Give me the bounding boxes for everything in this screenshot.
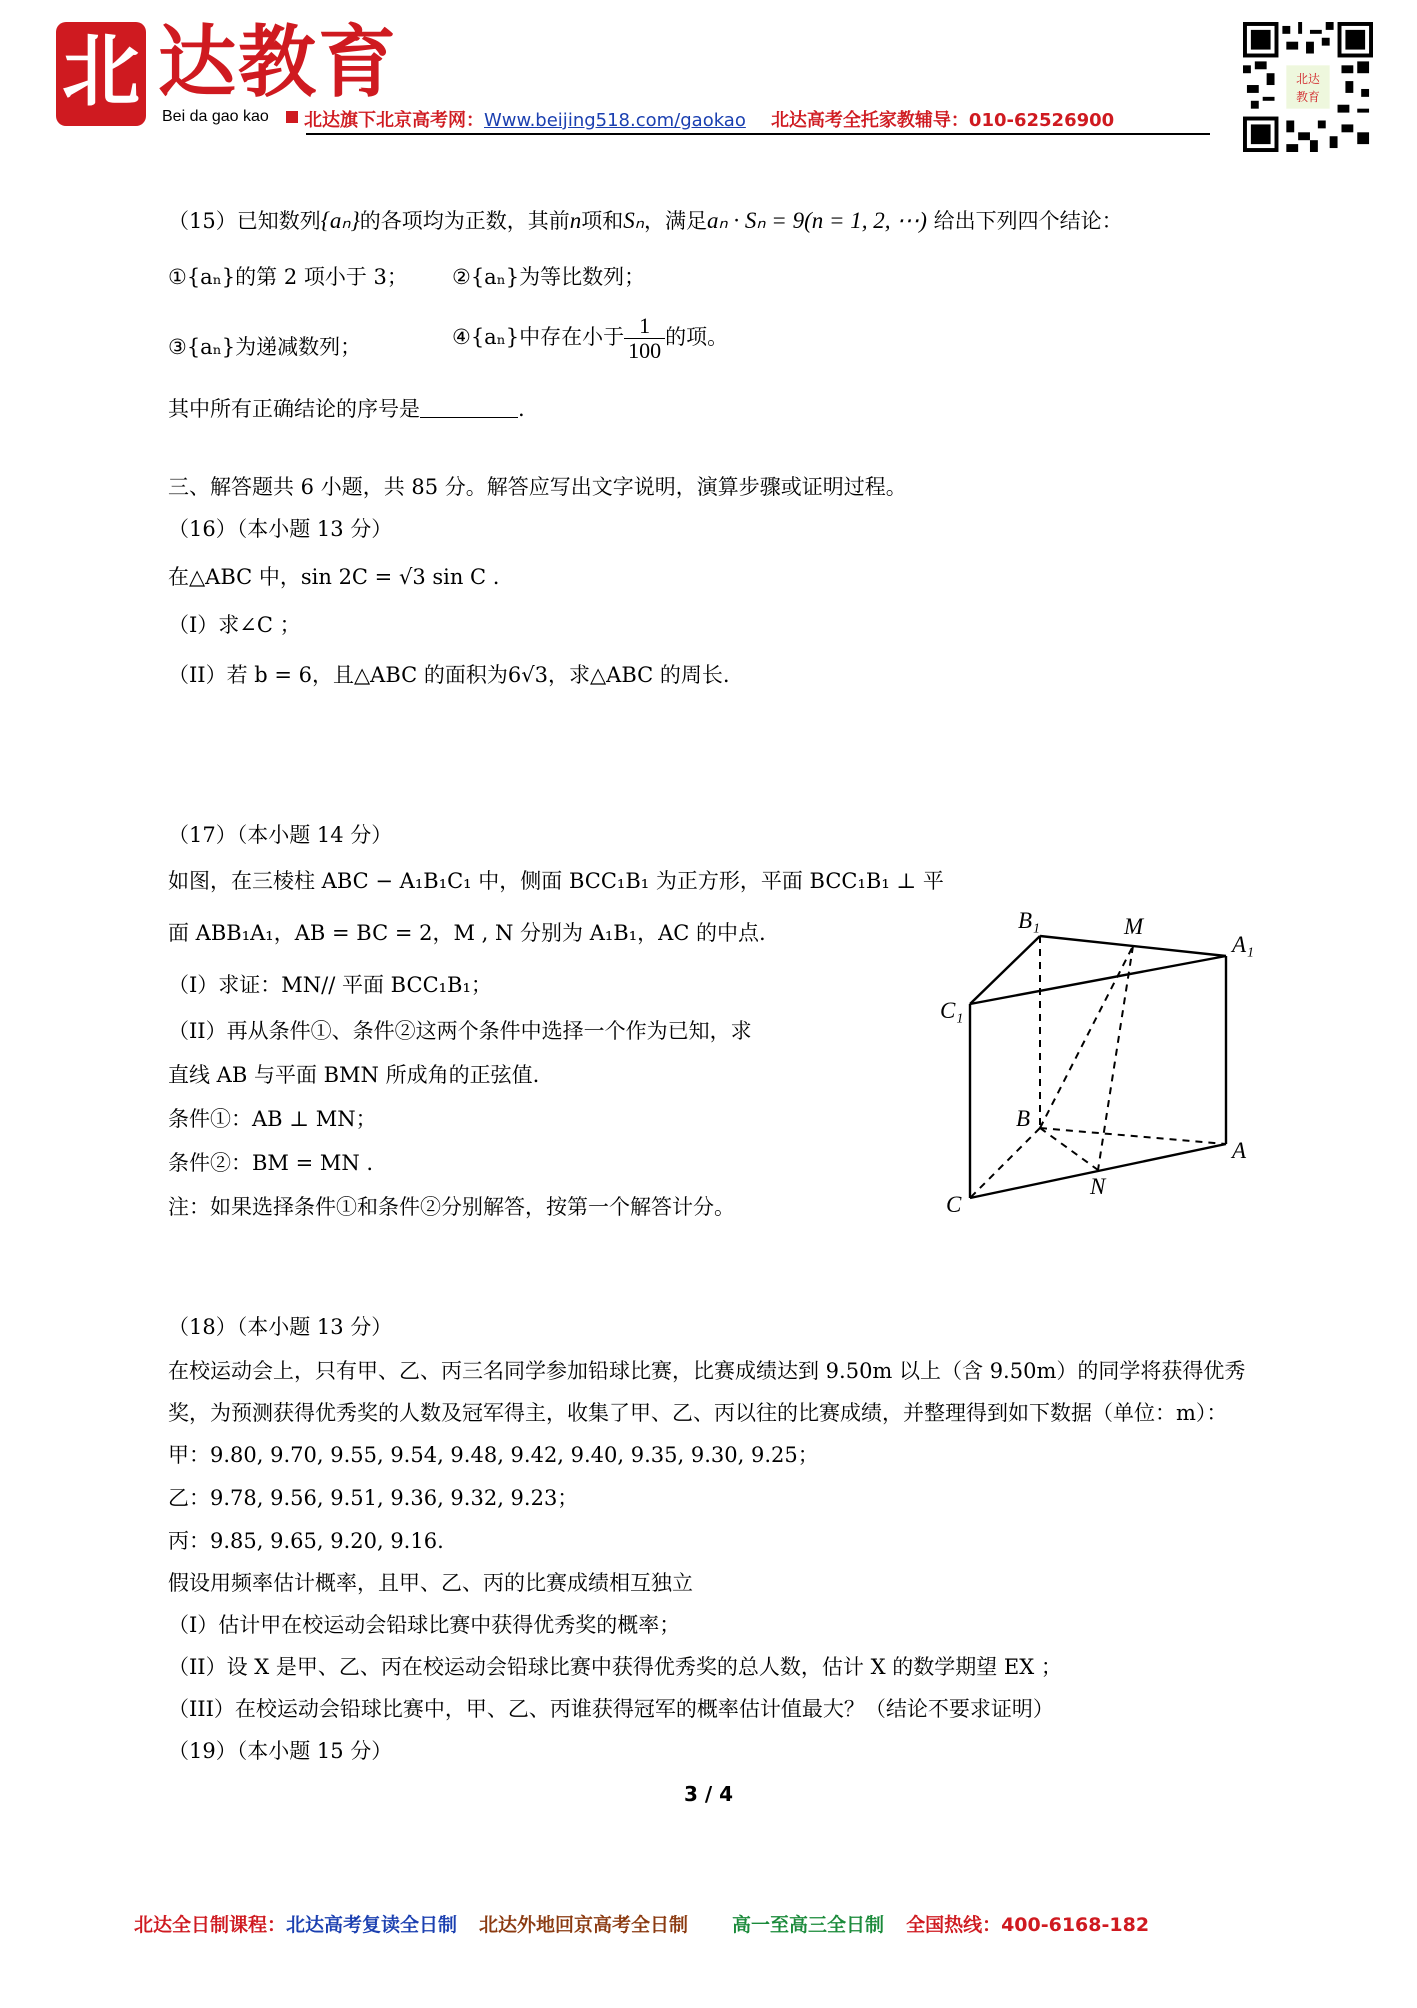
- q17-condition-1: 条件①：AB ⊥ MN；: [168, 1107, 377, 1131]
- q17-line2: 面 ABB₁A₁，AB = BC = 2，M , N 分别为 A₁B₁，AC 的中点.: [168, 921, 766, 945]
- q17-part2: （II）再从条件①、条件②这两个条件中选择一个作为已知，求: [168, 1019, 752, 1043]
- section-3-header: 三、解答题共 6 小题，共 85 分。解答应写出文字说明，演算步骤或证明过程。: [168, 475, 907, 499]
- q18-line1: 在校运动会上，只有甲、乙、丙三名同学参加铅球比赛，比赛成绩达到 9.50m 以上（含 9.50m）的同学将获得优秀: [168, 1359, 1246, 1383]
- q18-assumption: 假设用频率估计概率，且甲、乙、丙的比赛成绩相互独立: [168, 1571, 693, 1595]
- label-b: B: [1016, 1106, 1031, 1131]
- label-b1: B₁: [1018, 908, 1041, 933]
- footer: [134, 1910, 1149, 1937]
- label-n: N: [1090, 1174, 1106, 1199]
- segment-b-n: [1040, 1128, 1098, 1170]
- label-m: M: [1124, 914, 1144, 939]
- q15-conclusion-4: [452, 314, 728, 363]
- q18-line2: 奖，为预测获得优秀奖的人数及冠军得主，收集了甲、乙、丙以往的比赛成绩，并整理得到如下数据（单位：m）：: [168, 1401, 1228, 1425]
- q15-ask: 其中所有正确结论的序号是 .: [168, 397, 525, 421]
- header-divider: [306, 133, 1210, 135]
- site-url-link[interactable]: Www.beijing518.com/gaokao: [484, 110, 746, 131]
- q15-n: n: [569, 208, 582, 233]
- q15-c4-tail: 的项。: [665, 325, 729, 349]
- q15-seq: {aₙ}: [320, 208, 360, 233]
- q17-condition-2: 条件②：BM = MN .: [168, 1151, 374, 1175]
- tutor-label: 北达高考全托家教辅导：010-62526900: [770, 110, 1115, 131]
- q16-part2: （II）若 b = 6，且△ABC 的面积为6√3，求△ABC 的周长.: [168, 663, 730, 687]
- q18-part1: （I）估计甲在校运动会铅球比赛中获得优秀奖的概率；: [168, 1613, 681, 1637]
- q15-condition: aₙ · Sₙ = 9(n = 1, 2, ⋯): [706, 208, 927, 233]
- q15-conclusion-2: ②{aₙ}为等比数列；: [452, 265, 646, 289]
- fraction-numerator: 1: [624, 314, 665, 339]
- footer-course-3: 高一至高三全日制: [732, 1914, 885, 1936]
- footer-label: 北达全日制课程：: [134, 1914, 287, 1936]
- bullet-square-icon: [286, 111, 298, 123]
- edge-c1-a1: [970, 956, 1226, 1004]
- q18-data-bing: 丙：9.85, 9.65, 9.20, 9.16.: [168, 1529, 444, 1553]
- q17-line1: 如图，在三棱柱 ABC − A₁B₁C₁ 中，侧面 BCC₁B₁ 为正方形，平面 BCC₁B₁ ⊥ 平: [168, 869, 944, 893]
- footer-course-1: 北达高考复读全日制: [286, 1914, 458, 1936]
- q15-c4-text: ④{aₙ}中存在小于: [452, 325, 625, 349]
- q15-text-a: （15）已知数列: [168, 209, 321, 233]
- label-a1: A₁: [1232, 932, 1255, 957]
- q15-conclusion-1: ①{aₙ}的第 2 项小于 3；: [168, 265, 408, 289]
- svg-text:教育: 教育: [1296, 89, 1320, 104]
- q15-text-c: 项和: [581, 209, 624, 233]
- q16-line1: 在△ABC 中，sin 2C = √3 sin C .: [168, 565, 500, 589]
- brand-pinyin: Bei da gao kao: [162, 108, 269, 125]
- svg-text:北达: 北达: [1296, 72, 1320, 87]
- q15-line1: [168, 206, 1123, 236]
- q17-part1: （I）求证：MN// 平面 BCC₁B₁；: [168, 973, 492, 997]
- header-info: [304, 106, 1114, 132]
- q15-ask-text: 其中所有正确结论的序号是: [168, 397, 420, 421]
- q17-note: 注：如果选择条件①和条件②分别解答，按第一个解答计分。: [168, 1195, 735, 1219]
- q15-text-d: ，满足: [643, 209, 707, 233]
- edge-b-a: [1040, 1128, 1226, 1144]
- q16-part1: （I）求∠C ；: [168, 613, 301, 637]
- edge-b-c: [970, 1128, 1040, 1198]
- q15-text-b: 的各项均为正数，其前: [359, 209, 570, 233]
- q18-part2: （II）设 X 是甲、乙、丙在校运动会铅球比赛中获得优秀奖的总人数，估计 X 的数学期望 EX ；: [168, 1655, 1062, 1679]
- prism-figure: [930, 900, 1260, 1220]
- page-number: 3 / 4: [683, 1782, 734, 1806]
- q18-data-jia: 甲：9.80, 9.70, 9.55, 9.54, 9.48, 9.42, 9.40, 9.35, 9.30, 9.25；: [168, 1443, 819, 1467]
- q18-data-yi: 乙：9.78, 9.56, 9.51, 9.36, 9.32, 9.23；: [168, 1486, 579, 1510]
- logo-char: 北: [61, 26, 140, 117]
- footer-course-2: 北达外地回京高考全日制: [479, 1914, 689, 1936]
- q18-part3: （III）在校运动会铅球比赛中，甲、乙、丙谁获得冠军的概率估计值最大？（结论不要求证明）: [168, 1697, 1054, 1721]
- qr-code-icon: [1242, 22, 1374, 152]
- answer-blank[interactable]: [420, 397, 518, 418]
- q17-head: （17）（本小题 14 分）: [168, 823, 393, 847]
- label-c: C: [946, 1192, 962, 1217]
- footer-hotline: 全国热线：400-6168-182: [906, 1914, 1150, 1936]
- q15-conclusion-3: ③{aₙ}为递减数列；: [168, 335, 362, 359]
- q17-part2-cont: 直线 AB 与平面 BMN 所成角的正弦值.: [168, 1063, 540, 1087]
- q15-sn: Sₙ: [623, 208, 644, 233]
- label-a: A: [1232, 1138, 1247, 1163]
- q18-head: （18）（本小题 13 分）: [168, 1315, 393, 1339]
- brand-name: 达教育: [158, 17, 399, 108]
- fraction-denominator: 100: [628, 338, 662, 363]
- label-c1: C₁: [940, 998, 964, 1023]
- q16-head: （16）（本小题 13 分）: [168, 517, 393, 541]
- site-label: 北达旗下北京高考网：: [304, 110, 484, 131]
- q19-head: （19）（本小题 15 分）: [168, 1739, 393, 1763]
- fraction: [624, 314, 665, 363]
- q15-text-e: 给出下列四个结论：: [933, 209, 1123, 233]
